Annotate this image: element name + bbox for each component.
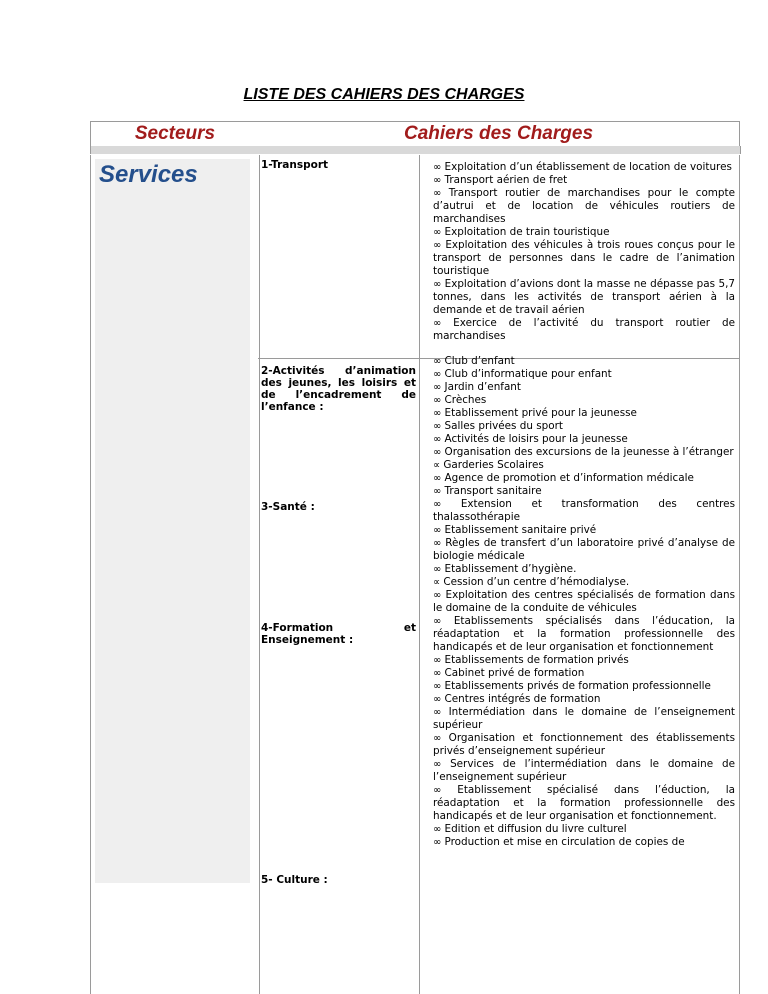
bullet-icon: ∞ bbox=[433, 188, 449, 199]
list-item bbox=[433, 732, 735, 758]
category-column bbox=[258, 155, 420, 994]
bullet-icon: ∞ bbox=[433, 837, 445, 848]
bullet-icon: ∞ bbox=[433, 668, 445, 679]
list-item bbox=[433, 187, 735, 226]
list-item bbox=[433, 420, 735, 433]
item-text: Cabinet privé de formation bbox=[444, 667, 585, 679]
item-text: Exploitation de train touristique bbox=[444, 226, 610, 238]
list-item bbox=[433, 407, 735, 420]
bullet-icon: ∞ bbox=[433, 538, 446, 549]
category-sante: 3-Santé : bbox=[261, 501, 315, 513]
list-item bbox=[433, 706, 735, 732]
category-formation: 4-Formation et Enseignement : bbox=[261, 622, 416, 646]
list-item bbox=[433, 563, 735, 576]
list-item bbox=[433, 680, 735, 693]
item-text: Production et mise en circulation de copies de bbox=[444, 836, 685, 848]
item-text: Exploitation d’un établissement de location de voitures bbox=[444, 161, 732, 173]
items-group bbox=[433, 823, 735, 849]
bullet-icon: ∝ bbox=[433, 460, 444, 471]
list-item bbox=[433, 355, 735, 368]
category-culture: 5- Culture : bbox=[261, 874, 328, 886]
list-item bbox=[433, 836, 735, 849]
item-text: Jardin d’enfant bbox=[444, 381, 521, 393]
bullet-icon: ∞ bbox=[433, 175, 445, 186]
cahiers-list bbox=[433, 161, 735, 849]
item-text: Transport routier de marchandises pour le compte d’autrui et de location de véhicules routiers de marchandises bbox=[433, 187, 735, 225]
bullet-icon: ∝ bbox=[433, 577, 444, 588]
header-band bbox=[90, 146, 741, 154]
item-text: Cession d’un centre d’hémodialyse. bbox=[443, 576, 630, 588]
item-text: Etablissement spécialisé dans l’éduction, la réadaptation et la formation professionnelle des handicapés et de leur organisation et fonctionnement. bbox=[433, 784, 735, 822]
list-item bbox=[433, 226, 735, 239]
item-text: Etablissement d’hygiène. bbox=[444, 563, 577, 575]
item-text: Exploitation des centres spécialisés de formation dans le domaine de la conduite de véhicules bbox=[433, 589, 735, 614]
bullet-icon: ∞ bbox=[433, 733, 449, 744]
cahiers-header: Cahiers des Charges bbox=[258, 121, 740, 147]
item-text: Transport sanitaire bbox=[444, 485, 542, 497]
item-text: Activités de loisirs pour la jeunesse bbox=[444, 433, 628, 445]
list-item bbox=[433, 368, 735, 381]
list-item bbox=[433, 472, 735, 485]
list-item bbox=[433, 784, 735, 823]
item-text: Crèches bbox=[444, 394, 487, 406]
bullet-icon: ∞ bbox=[433, 655, 445, 666]
item-text: Exploitation d’avions dont la masse ne dépasse pas 5,7 tonnes, dans les activités de transport aérien à la demande et de travail aérien bbox=[433, 278, 735, 316]
item-text: Règles de transfert d’un laboratoire privé d’analyse de biologie médicale bbox=[433, 537, 736, 562]
bullet-icon: ∞ bbox=[433, 279, 445, 290]
bullet-icon: ∞ bbox=[433, 707, 449, 718]
item-text: Services de l’intermédiation dans le domaine de l’enseignement supérieur bbox=[433, 758, 735, 783]
item-text: Etablissement sanitaire privé bbox=[444, 524, 597, 536]
bullet-icon: ∞ bbox=[433, 785, 458, 796]
item-text: Salles privées du sport bbox=[444, 420, 563, 432]
bullet-icon: ∞ bbox=[433, 525, 445, 536]
bullet-icon: ∞ bbox=[433, 240, 446, 251]
row-divider bbox=[258, 358, 419, 359]
bullet-icon: ∞ bbox=[433, 395, 445, 406]
list-item bbox=[433, 446, 735, 459]
category-transport: 1-Transport bbox=[261, 159, 329, 171]
item-text: Garderies Scolaires bbox=[443, 459, 544, 471]
item-text: Etablissements privés de formation professionnelle bbox=[444, 680, 711, 692]
item-text: Etablissements de formation privés bbox=[444, 654, 629, 666]
list-item bbox=[433, 615, 735, 654]
list-item bbox=[433, 589, 735, 615]
list-item bbox=[433, 823, 735, 836]
bullet-icon: ∞ bbox=[433, 447, 445, 458]
list-item bbox=[433, 654, 735, 667]
item-text: Organisation des excursions de la jeunesse à l’étranger bbox=[444, 446, 734, 458]
bullet-icon: ∞ bbox=[433, 227, 445, 238]
item-text: Agence de promotion et d’information médicale bbox=[444, 472, 694, 484]
bullet-icon: ∞ bbox=[433, 434, 445, 445]
bullet-icon: ∞ bbox=[433, 824, 445, 835]
bullet-icon: ∞ bbox=[433, 681, 445, 692]
list-item bbox=[433, 161, 735, 174]
bullet-icon: ∞ bbox=[433, 694, 445, 705]
sector-name: Services bbox=[99, 161, 198, 188]
item-text: Exercice de l’activité du transport routier de marchandises bbox=[433, 317, 735, 342]
items-group bbox=[433, 161, 735, 343]
list-item bbox=[433, 485, 735, 498]
bullet-icon: ∞ bbox=[433, 382, 445, 393]
bullet-icon: ∞ bbox=[433, 473, 445, 484]
bullet-icon: ∞ bbox=[433, 318, 454, 329]
item-text: Etablissement privé pour la jeunesse bbox=[444, 407, 637, 419]
item-text: Club d’enfant bbox=[444, 355, 515, 367]
bullet-icon: ∞ bbox=[433, 590, 446, 601]
list-item bbox=[433, 576, 735, 589]
list-item bbox=[433, 498, 735, 524]
list-item bbox=[433, 693, 735, 706]
list-item bbox=[433, 381, 735, 394]
list-item bbox=[433, 317, 735, 343]
item-text: Etablissements spécialisés dans l’éducation, la réadaptation et la formation professionnelle des handicapés et de leur organisation et fonctionnement bbox=[433, 615, 735, 653]
list-item bbox=[433, 459, 735, 472]
list-item bbox=[433, 758, 735, 784]
sectors-header: Secteurs bbox=[90, 121, 260, 147]
sector-column bbox=[90, 155, 260, 994]
bullet-icon: ∞ bbox=[433, 759, 451, 770]
bullet-icon: ∞ bbox=[433, 421, 445, 432]
bullet-icon: ∞ bbox=[433, 162, 445, 173]
list-item bbox=[433, 537, 735, 563]
item-text: Extension et transformation des centres thalassothérapie bbox=[433, 498, 735, 523]
item-text: Exploitation des véhicules à trois roues conçus pour le transport de personnes dans le cadre de l’animation touristique bbox=[433, 239, 735, 277]
sector-cell bbox=[95, 159, 250, 883]
list-item bbox=[433, 278, 735, 317]
item-text: Transport aérien de fret bbox=[444, 174, 568, 186]
bullet-icon: ∞ bbox=[433, 356, 445, 367]
group-gap bbox=[433, 343, 735, 355]
list-item bbox=[433, 667, 735, 680]
list-item bbox=[433, 394, 735, 407]
bullet-icon: ∞ bbox=[433, 369, 445, 380]
items-group bbox=[433, 589, 735, 823]
list-item bbox=[433, 433, 735, 446]
items-group bbox=[433, 472, 735, 589]
item-text: Centres intégrés de formation bbox=[444, 693, 601, 705]
list-item bbox=[433, 239, 735, 278]
item-text: Intermédiation dans le domaine de l’enseignement supérieur bbox=[433, 706, 735, 731]
item-text: Edition et diffusion du livre culturel bbox=[444, 823, 627, 835]
bullet-icon: ∞ bbox=[433, 408, 445, 419]
page-title: LISTE DES CAHIERS DES CHARGES bbox=[243, 86, 525, 103]
bullet-icon: ∞ bbox=[433, 499, 461, 510]
item-text: Organisation et fonctionnement des établissements privés d’enseignement supérieur bbox=[433, 732, 735, 757]
list-item bbox=[433, 174, 735, 187]
items-column bbox=[420, 155, 740, 994]
bullet-icon: ∞ bbox=[433, 616, 454, 627]
bullet-icon: ∞ bbox=[433, 486, 445, 497]
category-animation: 2-Activités d’animation des jeunes, les loisirs et de l’encadrement de l’enfance : bbox=[261, 365, 416, 413]
bullet-icon: ∞ bbox=[433, 564, 445, 575]
items-group bbox=[433, 355, 735, 472]
item-text: Club d’informatique pour enfant bbox=[444, 368, 612, 380]
list-item bbox=[433, 524, 735, 537]
